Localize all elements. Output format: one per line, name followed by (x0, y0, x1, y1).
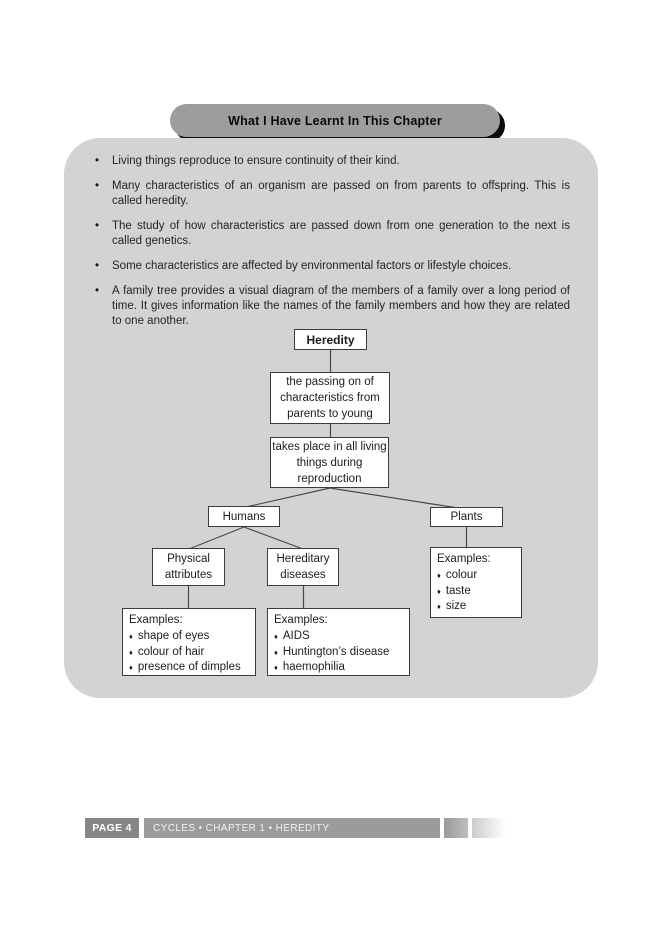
example-text: haemophilia (282, 661, 345, 674)
examples-items (129, 629, 249, 676)
list-item (437, 568, 515, 584)
example-text: AIDS (282, 629, 310, 642)
example-text: size (445, 600, 467, 613)
list-item (129, 629, 249, 645)
node-humans: Humans (208, 506, 280, 527)
example-text: Huntington’s disease (282, 645, 390, 658)
list-item (129, 645, 249, 661)
bullet-text: The study of how characteristics are passed down from one generation to the next is called genetics. (112, 220, 570, 247)
node-definition: the passing on of characteristics from parents to young (270, 372, 390, 424)
example-text: colour (445, 568, 478, 581)
list-item (274, 645, 403, 661)
diamond-bullet-icon: ♦ (129, 647, 133, 657)
examples-items (274, 629, 403, 676)
diamond-bullet-icon: ♦ (437, 570, 441, 580)
node-disease-examples (267, 608, 410, 676)
examples-title: Examples: (437, 553, 491, 565)
list-item (437, 584, 515, 600)
example-text: colour of hair (137, 645, 205, 658)
bullet-icon: • (95, 285, 100, 297)
bullet-text: Many characteristics of an organism are passed on from parents to offspring. This is called heredity. (112, 180, 570, 207)
node-physical-attributes: Physical attributes (152, 548, 225, 586)
summary-bullet-list (95, 154, 570, 339)
examples-title: Examples: (274, 614, 328, 626)
bullet-text: Living things reproduce to ensure continuity of their kind. (112, 155, 400, 167)
chapter-breadcrumb: CYCLES • CHAPTER 1 • HEREDITY (144, 818, 440, 838)
bullet-icon: • (95, 180, 100, 192)
list-item (95, 284, 570, 329)
list-item (129, 660, 249, 676)
diamond-bullet-icon: ♦ (129, 631, 133, 641)
node-plants: Plants (430, 507, 503, 527)
list-item (95, 179, 570, 209)
bullet-text: Some characteristics are affected by environmental factors or lifestyle choices. (112, 260, 512, 272)
footer-decor-block (444, 818, 468, 838)
list-item (95, 219, 570, 249)
example-text: taste (445, 584, 471, 597)
node-plant-examples (430, 547, 522, 618)
node-physical-examples (122, 608, 256, 676)
bullet-icon: • (95, 260, 100, 272)
list-item (437, 599, 515, 615)
list-item (274, 629, 403, 645)
page-number-badge: PAGE 4 (85, 818, 139, 838)
page-title: What I Have Learnt In This Chapter (228, 113, 442, 128)
list-item (95, 259, 570, 274)
diamond-bullet-icon: ♦ (274, 663, 278, 673)
examples-items (437, 568, 515, 615)
footer-decor-gradient (472, 818, 506, 838)
bullet-icon: • (95, 155, 100, 167)
chapter-summary-header (170, 104, 500, 137)
bullet-icon: • (95, 220, 100, 232)
diamond-bullet-icon: ♦ (274, 631, 278, 641)
example-text: presence of dimples (137, 661, 241, 674)
diamond-bullet-icon: ♦ (129, 663, 133, 673)
example-text: shape of eyes (137, 629, 210, 642)
examples-title: Examples: (129, 614, 183, 626)
bullet-text: A family tree provides a visual diagram of the members of a family over a long period of time. It gives information like the names of the family members and how they are related to one another. (112, 285, 570, 327)
diamond-bullet-icon: ♦ (437, 602, 441, 612)
list-item (95, 154, 570, 169)
node-hereditary-diseases: Hereditary diseases (267, 548, 339, 586)
diamond-bullet-icon: ♦ (437, 586, 441, 596)
node-heredity: Heredity (294, 329, 367, 350)
diamond-bullet-icon: ♦ (274, 647, 278, 657)
node-occurrence: takes place in all living things during reproduction (270, 437, 389, 488)
list-item (274, 660, 403, 676)
